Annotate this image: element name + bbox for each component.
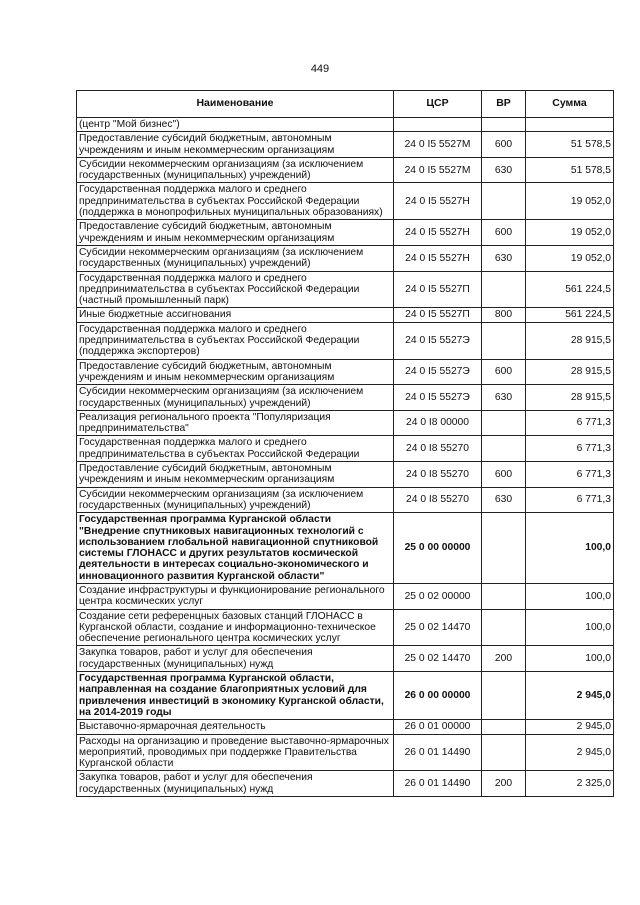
cell-name: Государственная поддержка малого и среднего предпринимательства в субъектах Российской Федерации (поддержка в монопрофильных муниципальных образованиях) <box>77 183 394 220</box>
cell-sum: 6 771,3 <box>526 436 614 462</box>
cell-name: Субсидии некоммерческим организациям (за исключением государственных (муниципальных) учреждений) <box>77 245 394 271</box>
cell-vr <box>482 720 526 734</box>
cell-csr: 25 0 02 14470 <box>394 609 482 646</box>
table-row <box>77 245 614 271</box>
table-row <box>77 646 614 672</box>
cell-csr: 24 0 I8 55270 <box>394 487 482 513</box>
cell-sum: 28 915,5 <box>526 359 614 385</box>
table-row <box>77 220 614 246</box>
cell-csr: 26 0 01 14490 <box>394 734 482 771</box>
cell-vr <box>482 583 526 609</box>
cell-vr: 630 <box>482 245 526 271</box>
cell-csr: 24 0 I5 5527П <box>394 308 482 322</box>
cell-name: Предоставление субсидий бюджетным, автономным учреждениям и иным некоммерческим организациям <box>77 462 394 488</box>
cell-sum: 2 945,0 <box>526 672 614 720</box>
cell-sum: 2 945,0 <box>526 720 614 734</box>
cell-vr: 600 <box>482 132 526 158</box>
table-row <box>77 385 614 411</box>
cell-csr: 26 0 01 14490 <box>394 771 482 797</box>
cell-vr <box>482 513 526 584</box>
cell-sum: 100,0 <box>526 609 614 646</box>
cell-sum: 100,0 <box>526 583 614 609</box>
cell-sum: 51 578,5 <box>526 157 614 183</box>
table-row <box>77 462 614 488</box>
cell-sum: 2 945,0 <box>526 734 614 771</box>
cell-sum: 51 578,5 <box>526 132 614 158</box>
cell-vr: 800 <box>482 308 526 322</box>
cell-csr: 24 0 I5 5527П <box>394 271 482 308</box>
cell-csr: 24 0 I5 5527Э <box>394 359 482 385</box>
cell-csr: 24 0 I5 5527Н <box>394 183 482 220</box>
cell-sum: 19 052,0 <box>526 183 614 220</box>
cell-name: Закупка товаров, работ и услуг для обеспечения государственных (муниципальных) нужд <box>77 771 394 797</box>
cell-vr: 630 <box>482 487 526 513</box>
cell-csr: 26 0 00 00000 <box>394 672 482 720</box>
table-body <box>77 118 614 797</box>
cell-name: Иные бюджетные ассигнования <box>77 308 394 322</box>
cell-csr: 24 0 I5 5527М <box>394 157 482 183</box>
cell-csr: 24 0 I8 55270 <box>394 462 482 488</box>
cell-name: Государственная поддержка малого и среднего предпринимательства в субъектах Российской Федерации (частный промышленный парк) <box>77 271 394 308</box>
cell-vr <box>482 436 526 462</box>
table-row <box>77 322 614 359</box>
cell-vr: 200 <box>482 646 526 672</box>
cell-sum: 28 915,5 <box>526 385 614 411</box>
cell-csr: 25 0 00 00000 <box>394 513 482 584</box>
cell-vr: 600 <box>482 359 526 385</box>
cell-name: (центр "Мой бизнес") <box>77 118 394 132</box>
cell-name: Предоставление субсидий бюджетным, автономным учреждениям и иным некоммерческим организациям <box>77 359 394 385</box>
cell-csr <box>394 118 482 132</box>
cell-name: Государственная поддержка малого и среднего предпринимательства в субъектах Российской Федерации <box>77 436 394 462</box>
table-row <box>77 157 614 183</box>
table-row <box>77 410 614 436</box>
cell-vr: 600 <box>482 462 526 488</box>
cell-name: Государственная программа Курганской области, направленная на создание благоприятных условий для привлечения инвестиций в экономику Курганской области, на 2014-2019 годы <box>77 672 394 720</box>
header-vr: ВР <box>482 91 526 118</box>
cell-vr: 630 <box>482 385 526 411</box>
table-row <box>77 771 614 797</box>
cell-sum: 100,0 <box>526 513 614 584</box>
cell-sum: 6 771,3 <box>526 487 614 513</box>
cell-name: Предоставление субсидий бюджетным, автономным учреждениям и иным некоммерческим организациям <box>77 132 394 158</box>
cell-csr: 25 0 02 14470 <box>394 646 482 672</box>
table-row <box>77 183 614 220</box>
cell-vr <box>482 271 526 308</box>
cell-vr <box>482 734 526 771</box>
header-name: Наименование <box>77 91 394 118</box>
table-header-row <box>77 91 614 118</box>
cell-name: Государственная поддержка малого и среднего предпринимательства в субъектах Российской Федерации (поддержка экспортеров) <box>77 322 394 359</box>
cell-csr: 25 0 02 00000 <box>394 583 482 609</box>
table-row <box>77 359 614 385</box>
cell-csr: 26 0 01 00000 <box>394 720 482 734</box>
cell-sum: 2 325,0 <box>526 771 614 797</box>
cell-vr <box>482 609 526 646</box>
table-row <box>77 583 614 609</box>
table-row <box>77 436 614 462</box>
cell-name: Реализация регионального проекта "Популяризация предпринимательства" <box>77 410 394 436</box>
table-row <box>77 308 614 322</box>
cell-vr <box>482 183 526 220</box>
cell-vr: 630 <box>482 157 526 183</box>
table-row <box>77 118 614 132</box>
cell-csr: 24 0 I5 5527Э <box>394 322 482 359</box>
cell-sum: 19 052,0 <box>526 245 614 271</box>
cell-sum: 561 224,5 <box>526 308 614 322</box>
cell-vr <box>482 672 526 720</box>
header-csr: ЦСР <box>394 91 482 118</box>
cell-name: Предоставление субсидий бюджетным, автономным учреждениям и иным некоммерческим организациям <box>77 220 394 246</box>
table-row <box>77 734 614 771</box>
table-row <box>77 609 614 646</box>
cell-vr: 600 <box>482 220 526 246</box>
cell-csr: 24 0 I5 5527Н <box>394 245 482 271</box>
cell-csr: 24 0 I5 5527Н <box>394 220 482 246</box>
cell-vr <box>482 322 526 359</box>
cell-csr: 24 0 I8 00000 <box>394 410 482 436</box>
cell-csr: 24 0 I5 5527М <box>394 132 482 158</box>
cell-sum: 6 771,3 <box>526 462 614 488</box>
cell-sum: 561 224,5 <box>526 271 614 308</box>
table-row <box>77 271 614 308</box>
table-row <box>77 720 614 734</box>
cell-name: Расходы на организацию и проведение выставочно-ярмарочных мероприятий, проводимых при поддержке Правительства Курганской области <box>77 734 394 771</box>
cell-vr <box>482 118 526 132</box>
cell-sum: 28 915,5 <box>526 322 614 359</box>
cell-name: Создание сети референцных базовых станций ГЛОНАСС в Курганской области, создание и информационно-техническое обеспечение регионального центра космических услуг <box>77 609 394 646</box>
page-number: 449 <box>310 63 330 75</box>
cell-sum <box>526 118 614 132</box>
cell-sum: 6 771,3 <box>526 410 614 436</box>
cell-csr: 24 0 I8 55270 <box>394 436 482 462</box>
cell-vr: 200 <box>482 771 526 797</box>
cell-sum: 19 052,0 <box>526 220 614 246</box>
budget-table <box>76 90 614 797</box>
cell-name: Создание инфраструктуры и функционирование регионального центра космических услуг <box>77 583 394 609</box>
cell-name: Выставочно-ярмарочная деятельность <box>77 720 394 734</box>
cell-name: Государственная программа Курганской области "Внедрение спутниковых навигационных технологий с использованием глобальной навигационной спутниковой системы ГЛОНАСС и других результатов космической деятельности в интересах социально-экономического и инновационного развития Курганской области" <box>77 513 394 584</box>
cell-name: Субсидии некоммерческим организациям (за исключением государственных (муниципальных) учреждений) <box>77 385 394 411</box>
header-sum: Сумма <box>526 91 614 118</box>
table-row <box>77 132 614 158</box>
cell-vr <box>482 410 526 436</box>
table-row <box>77 487 614 513</box>
cell-csr: 24 0 I5 5527Э <box>394 385 482 411</box>
cell-name: Субсидии некоммерческим организациям (за исключением государственных (муниципальных) учреждений) <box>77 157 394 183</box>
table-row <box>77 513 614 584</box>
cell-name: Закупка товаров, работ и услуг для обеспечения государственных (муниципальных) нужд <box>77 646 394 672</box>
cell-name: Субсидии некоммерческим организациям (за исключением государственных (муниципальных) учреждений) <box>77 487 394 513</box>
cell-sum: 100,0 <box>526 646 614 672</box>
table-row <box>77 672 614 720</box>
